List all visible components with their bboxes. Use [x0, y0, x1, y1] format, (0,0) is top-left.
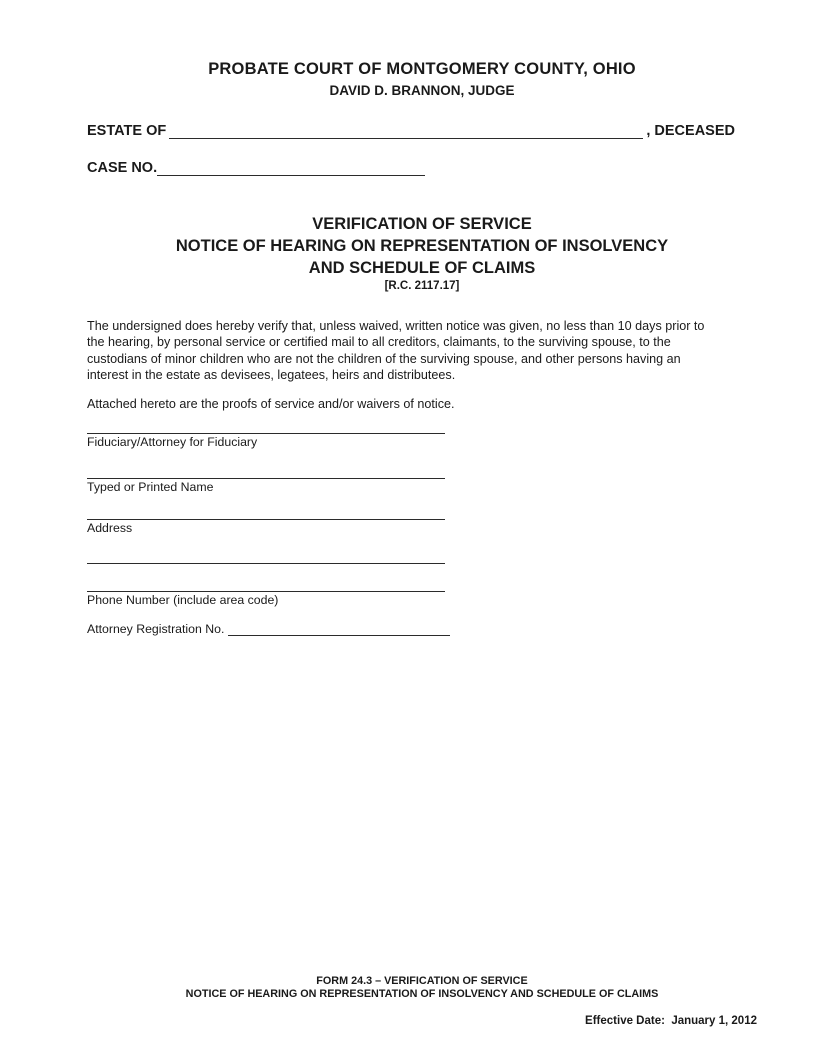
statute-reference: [R.C. 2117.17]	[384, 280, 460, 292]
attorney-registration-label: Attorney Registration No.	[87, 621, 225, 636]
document-content	[87, 0, 757, 636]
effective-date: Effective Date: January 1, 2012	[585, 1015, 757, 1027]
signature-block	[87, 432, 757, 636]
title-line-2: NOTICE OF HEARING ON REPRESENTATION OF INSOLVENCY	[175, 237, 669, 255]
phone-number-field[interactable]	[87, 590, 445, 592]
phone-number-label: Phone Number (include area code)	[87, 592, 279, 607]
fiduciary-signature-field[interactable]	[87, 432, 445, 434]
attachments-paragraph: Attached hereto are the proofs of service and/or waivers of notice.	[87, 397, 455, 412]
case-number-field[interactable]	[157, 160, 425, 176]
deceased-label: , DECEASED	[646, 123, 735, 139]
document-title	[87, 213, 757, 279]
judge-name: DAVID D. BRANNON, JUDGE	[329, 83, 515, 98]
court-header	[87, 60, 757, 98]
case-no-label: CASE NO.	[87, 160, 158, 176]
title-line-3: AND SCHEDULE OF CLAIMS	[308, 259, 536, 277]
estate-name-field[interactable]	[169, 123, 643, 139]
court-title: PROBATE COURT OF MONTGOMERY COUNTY, OHIO	[208, 60, 636, 78]
typed-name-label: Typed or Printed Name	[87, 479, 214, 494]
fiduciary-signature-label: Fiduciary/Attorney for Fiduciary	[87, 434, 258, 449]
estate-caption-row	[87, 123, 735, 139]
address-field-1[interactable]	[87, 518, 445, 520]
form-footer	[87, 975, 757, 1027]
verification-paragraph: The undersigned does hereby verify that, unless waived, written notice was given, no less than 10 days prior to the hearing, by personal service or certified mail to all creditors, claimants, to the surviving spouse, to the custodians of minor children who are not the children of the surviving spouse, and other persons having an interest in the estate as devisees, legatees, heirs and distributees.	[87, 319, 705, 383]
attorney-registration-row	[87, 622, 757, 636]
attorney-registration-field[interactable]	[228, 622, 450, 636]
estate-of-label: ESTATE OF	[87, 123, 167, 139]
title-line-1: VERIFICATION OF SERVICE	[312, 215, 532, 233]
footer-form-title: NOTICE OF HEARING ON REPRESENTATION OF INSOLVENCY AND SCHEDULE OF CLAIMS	[185, 988, 659, 1000]
address-label: Address	[87, 520, 133, 535]
typed-name-field[interactable]	[87, 477, 445, 479]
case-caption-row	[87, 160, 757, 176]
footer-form-number: FORM 24.3 – VERIFICATION OF SERVICE	[316, 975, 528, 987]
address-field-2[interactable]	[87, 562, 445, 564]
